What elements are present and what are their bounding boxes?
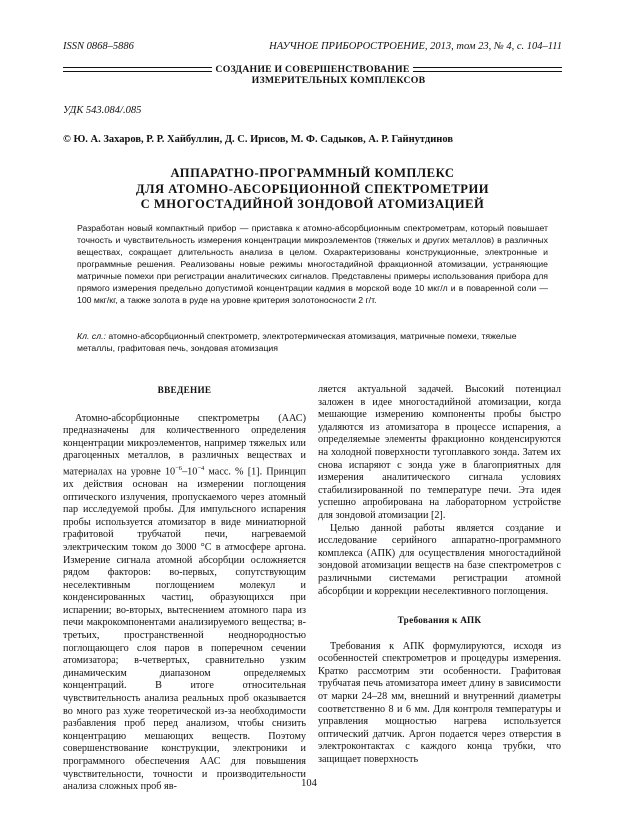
continued-paragraph: ляется актуальной задачей. Высокий потенциал заложен в идее многостадийной атомизации, когда мешающие измерению компоненты пробы быстро удаляются из атомизатора в процессе испарения, а определяемые элементы фракционно конденсируются на холодной поверхности тугоплавкого зонда. Затем их снова испаряют с зонда уже в благоприятных для измерения аналитического сигнала условиях стабилизированной по температуре печи. Эта идея успешно апробирована на лабораторном устройстве для зондовой атомизации [2]. (318, 384, 561, 521)
banner-rule-left (63, 67, 212, 72)
keywords-label: Кл. сл.: (77, 331, 106, 341)
keywords-text: атомно-абсорбционный спектрометр, электротермическая атомизация, матричные помехи, тяжелые металлы, графитовая печь, зондовая атомизация (77, 331, 517, 353)
requirements-heading: Требования к АПК (397, 615, 482, 626)
section-banner (63, 64, 562, 86)
intro-text-a: Атомно-абсорбционные спектрометры (ААС) предназначены для количественного определения концентрации микроэлементов, например тяжелых или драгоценных металлов, в различных веществах и материалах на уровне 10 (63, 412, 306, 478)
banner-rule-right (413, 67, 562, 72)
title-line3: С МНОГОСТАДИЙНОЙ ЗОНДОВОЙ АТОМИЗАЦИЕЙ (140, 197, 485, 211)
abstract: Разработан новый компактный прибор — приставка к атомно-абсорбционным спектрометрам, который повышает точность и чувствительность измерения концентрации микроэлементов (тяжелых и других металлов) в различных веществах, сокращает длительность анализа в целом. Охарактеризованы конструкционные, электронные и программные решения. Реализованы новые режимы многостадийной фракционной атомизации, устраняющие матричные помехи при регистрации аналитических сигналов. Представлены примеры использования прибора для прямого измерения предельно допустимой концентрации кадмия в морской воде 10 мкг/л и в поваренной соли — 100 мкг/кг, а также золота в руде на уровне критерия золотоносности 2 г/т. (77, 223, 548, 305)
issn: ISSN 0868–5886 (63, 41, 134, 52)
article-title (63, 166, 562, 213)
superscript-2: −4 (197, 464, 205, 472)
section-title-line1: СОЗДАНИЕ И СОВЕРШЕНСТВОВАНИЕ (215, 64, 410, 75)
requirements-paragraph: Требования к АПК формулируются, исходя из особенностей спектрометров и процедуры измерения. Кратко рассмотрим эти особенности. Графитовая трубчатая печь атомизатора имеет длину в зависимости от марки 24–28 мм, внешний и внутренний диаметры соответственно 8 и 6 мм. Для контроля температуры и управления мощностью нагрева используется оптический датчик. Аргон подается через отверстия в электроконтактах с каждого конца трубки, что защищает поверхность (318, 640, 561, 766)
superscript-1: −6 (175, 464, 183, 472)
keywords (77, 330, 548, 354)
intro-heading: ВВЕДЕНИЕ (157, 385, 212, 395)
goal-paragraph: Целью данной работы является создание и исследование серийного аппаратно-программного комплекса (АПК) для осуществления многостадийной зондовой атомизации веществ на базе спектрометров с различными системами регистрации атомной абсорбции и коррекции неселективного поглощения. (318, 522, 561, 597)
udk-code: УДК 543.084/.085 (63, 105, 142, 116)
title-line1: АППАРАТНО-ПРОГРАММНЫЙ КОМПЛЕКС (170, 166, 455, 180)
right-column (318, 384, 561, 767)
range-dash: –10 (182, 466, 198, 478)
authors: © Ю. А. Захаров, Р. Р. Хайбуллин, Д. С. Ирисов, М. Ф. Садыков, А. Р. Гайнутдинов (63, 134, 453, 145)
running-header (63, 41, 562, 52)
journal-citation: НАУЧНОЕ ПРИБОРОСТРОЕНИЕ, 2013, том 23, № 4, c. 104–111 (269, 41, 562, 52)
intro-paragraph (63, 413, 306, 794)
page-number: 104 (301, 778, 317, 789)
intro-text-b: масс. % [1]. Принцип их действия основан на измерении поглощения оптического излучения, пропускаемого через атомный пар исследуемой пробы. Для импульсного испарения пробы используется атомизатор в виде миниатюрной графитовой трубчатой печи, нагреваемой электрическим током до 3000 °С в атмосфере аргона. Измерение сигнала атомной абсорбции осложняется рядом факторов: во-первых, сопутствующим неселективным поглощением молекул и конденсированных частиц, образующихся при испарении; во-вторых, вытеснением атомного пара из печи макрокомпонентами анализируемого вещества; в-третьих, пространственной неоднородностью поглощающего слоя паров в поперечном сечении атомизатора; в-четвертых, сравнительно узким динамическим диапазоном определяемых концентраций. В итоге относительная чувствительность анализа реальных проб оказывается во много раз хуже теоретической из-за необходимости разбавления проб перед анализом, чтобы снизить концентрацию мешающих веществ. Поэтому совершенствование конструкции, электроники и программного обеспечения ААС для повышения чувствительности, точности и производительности анализа сложных проб яв- (63, 466, 306, 793)
title-line2: ДЛЯ АТОМНО-АБСОРБЦИОННОЙ СПЕКТРОМЕТРИИ (135, 181, 490, 196)
left-column (63, 384, 306, 794)
section-title-line2: ИЗМЕРИТЕЛЬНЫХ КОМПЛЕКСОВ (251, 75, 426, 86)
